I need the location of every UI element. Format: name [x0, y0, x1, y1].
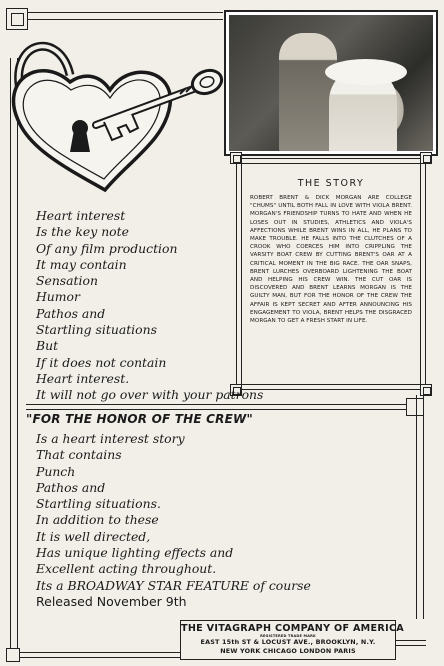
text-line: In addition to these	[36, 512, 159, 528]
text-line: Its a BROADWAY STAR FEATURE of course	[36, 577, 311, 593]
heart-interest-text	[36, 208, 276, 404]
company-address: EAST 15th ST & LOCUST AVE., BROOKLYN, N.Y.	[200, 638, 376, 646]
company-footer	[180, 620, 405, 660]
frame-top-rule	[28, 12, 223, 20]
text-line: Pathos and	[36, 305, 106, 321]
text-line: Is a heart interest story	[36, 431, 185, 446]
text-line: It may contain	[36, 256, 127, 272]
text-line: Startling situations	[36, 322, 157, 338]
film-title-headline: "FOR THE HONOR OF THE CREW"	[26, 412, 253, 426]
woman-hat	[325, 59, 407, 85]
bottom-right-rule	[396, 640, 426, 646]
text-line: Excellent acting throughout.	[36, 561, 217, 577]
bottom-rule	[18, 652, 180, 658]
film-still-photo	[224, 10, 438, 156]
film-description-text	[36, 431, 416, 610]
release-date: Released November 9th	[36, 593, 187, 609]
text-line: Pathos and	[36, 479, 106, 495]
text-line: It is well directed,	[36, 528, 151, 544]
text-line: Humor	[36, 289, 80, 305]
story-body: ROBERT BRENT & DICK MORGAN ARE COLLEGE "CHUMS" UNTIL BOTH FALL IN LOVE WITH VIOLA BRENT. MORGAN'S FRIENDSHIP TURNS TO HATE AND WHEN HE LOSES OUT IN STUDIES, ATHLETICS AND VIOLA'S AFFECTIONS WHILE BRENT WINS IN ALL, HE PLANS TO MAKE TROUBLE. HE FALLS INTO THE CLUTCHES OF A CROOK WHO COERCES HIM INTO CRIPPLING THE VARSITY BOAT CREW BY CUTTING BRENT'S OAR AT A CRITICAL MOMENT IN THE BIG RACE. THE OAR SNAPS, BRENT LURCHES OVERBOARD LIGHTENING THE BOAT AND HELPING HIS CREW WIN. THE CUT OAR IS DISCOVERED AND BRENT LEARNS MORGAN IS THE GUILTY MAN, BUT FOR THE HONOR OF THE CREW THE AFFAIR IS KEPT SECRET AND AFTER ANNOUNCING HIS ENGAGEMENT TO VIOLA, BRENT HELPS THE DISGRACED MORGAN TO GET A FRESH START IN LIFE.	[250, 195, 412, 325]
text-line: Of any film production	[36, 240, 178, 256]
text-line: Sensation	[36, 273, 98, 289]
section-divider	[26, 404, 406, 410]
story-title: THE STORY	[297, 178, 365, 189]
text-line: Is the key note	[36, 224, 129, 240]
text-line: If it does not contain	[36, 354, 167, 370]
couple-photograph	[229, 15, 433, 151]
text-line: Punch	[36, 463, 76, 479]
text-line: But	[36, 338, 59, 354]
text-line: Heart interest.	[36, 370, 130, 386]
text-line: It will not go over with your patrons	[36, 387, 264, 403]
frame-corner-ornament	[6, 648, 20, 662]
frame-right-rule	[416, 395, 424, 619]
text-line: That contains	[36, 447, 122, 463]
text-line: Has unique lighting effects and	[36, 545, 234, 561]
text-line: Heart interest	[36, 208, 126, 223]
key-icon	[0, 20, 230, 210]
text-line: Startling situations.	[36, 496, 161, 512]
company-name: THE VITAGRAPH COMPANY OF AMERICA	[181, 623, 405, 634]
registered-mark-text: REGISTERED TRADE MARK	[260, 634, 316, 638]
story-corner-ornament	[420, 152, 432, 164]
company-cities: NEW YORK CHICAGO LONDON PARIS	[220, 646, 356, 655]
